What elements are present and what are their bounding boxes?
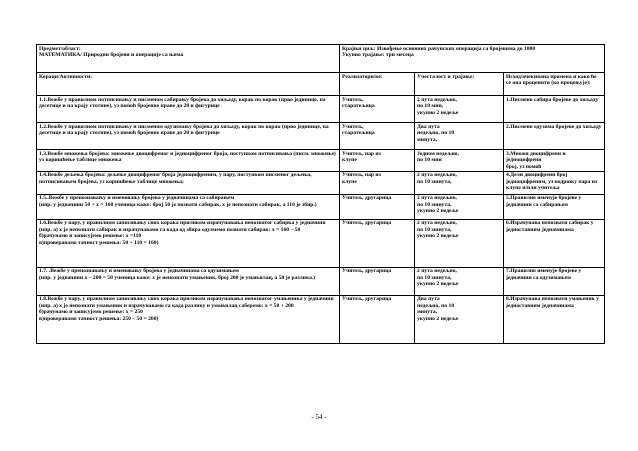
- outcome-cell: 1.Писмено сабира бројеве до хиљаду: [504, 96, 605, 123]
- frequency-cell: 2 пута недељно, по 10 минута, укупно 2 недеље: [415, 194, 504, 219]
- table-row: [37, 150, 605, 172]
- implementer-cell: Учитељ, старатељица: [340, 123, 415, 150]
- outcome-cell: 3.Множи двоцифрени и једноцифрени број, уз помоћ: [504, 150, 605, 172]
- implementer-cell: Учитељ, другарица: [340, 267, 415, 295]
- implementer-cell: Учитељ, пар из клупе: [340, 171, 415, 194]
- outcome-cell: 7.Правилно именује бројеве у једначини са одузимањем: [504, 267, 605, 295]
- step-cell: 1.1.Вежбе у правилном потписивању и писменом сабирању бројева до хиљаду, корак по корак (прво јединице, па десетице и на крају стотине), уз помоћ бројевне праве до 20 и фигурице: [37, 96, 340, 123]
- frequency-cell: Једном недељно, по 10 мин: [415, 150, 504, 172]
- column-header-outcomes: Исход/очекивана промена и како ће се она проценити (ко процењује):: [504, 73, 605, 96]
- table-row: [37, 219, 605, 267]
- frequency-cell: 2 пута недељно, по 10 минута,: [415, 171, 504, 194]
- implementer-cell: Учитељ, другарица: [340, 194, 415, 219]
- table-row: [37, 123, 605, 150]
- column-header-row: [37, 73, 605, 96]
- step-cell: 1.2.Вежбе у правилном потписивању и писменом одузимању бројева до хиљаду, корак по корак (прво јединице, па десетице и на крају стотине), уз помоћ бројевне праве до 20 и фигурице: [37, 123, 340, 150]
- step-cell: 1.7. .Вежбе у препознавању и именовању бројева у једначинама са одузимањем (нпр. у једначини х – 200 = 50 ученица каже: х је непознати умањеник, број 200 је умањилац, а 50 је разлика.): [37, 267, 340, 295]
- header-row: [37, 45, 605, 73]
- outcome-cell: 4.Дели двоцифрени број једноцифреним, уз подршку пара из клупе и/или учитеља: [504, 171, 605, 194]
- outcome-cell: 8.Израчунава непознати умањеник у једноставним једначинама: [504, 295, 605, 343]
- iop-plan-table: [36, 44, 605, 344]
- implementer-cell: Учитељ, пар из клупе: [340, 150, 415, 172]
- frequency-cell: 2 пута недељно, по 10 минута, укупно 2 недеље: [415, 219, 504, 267]
- frequency-cell: Два пута недељно, по 10 минута,: [415, 123, 504, 150]
- table-row: [37, 171, 605, 194]
- frequency-cell: 2 пута недељно, по 10 мин, укупно 2 недеље: [415, 96, 504, 123]
- step-cell: 1.6.Вежбе у пару, у правилном записивању свих корака приликом израчунавања непознатог сабирка у једначини (нпр. а) х је непознати сабирак и израчунавамо га када од збира одузмемо познати сабирак: х = 160 – 50 б)рачунамо и записујемо решење: х =110 в)проверавамо тачност решења: 50 + 110 = 160): [37, 219, 340, 267]
- table-row: [37, 194, 605, 219]
- step-cell: 1.3.Вежбе множења бројева: множење двоцифреног и једноцифреног броја, поступком потписивања (писм. множење) уз коришћење таблице множења: [37, 150, 340, 172]
- frequency-cell: 2 пута недељно, по 10 минута, укупно 2 недеље: [415, 267, 504, 295]
- frequency-cell: Два пута недељно, по 10 минута, укупно 2 недеље: [415, 295, 504, 343]
- column-header-implementers: Реализатори/ке:: [340, 73, 415, 96]
- subject-cell: Предмет/област: МАТЕМАТИКА/ Природни бројеви и операције са њима: [37, 45, 340, 73]
- implementer-cell: Учитељ, старатељица: [340, 96, 415, 123]
- outcome-cell: 6.Израчунава непознати сабирак у једноставним једначинама: [504, 219, 605, 267]
- table-row: [37, 295, 605, 343]
- step-cell: 1.4.Вежбе дељења бројева: дељење двоцифреног броја једноцифреним, у пару, поступком писменог дељења, потписивањем бројева, уз коришћење таблице множења;: [37, 171, 340, 194]
- outcome-cell: 5.Правилно именује бројеве у једначини са сабирањем: [504, 194, 605, 219]
- page-number: - 54 -: [311, 413, 327, 421]
- step-cell: 1.5..Вежбе у препознавању и именовању бројева у једначинама са сабирањем (нпр. у једначини 50 + х = 160 ученица каже: број 50 је познати сабирак, х је непознати сабирак, а 110 је збир.): [37, 194, 340, 219]
- step-cell: 1.8.Вежбе у пару, у правилном записивању свих корака приликом израчунавања непознатог умањеника у једначини (нпр. а) х је непознати умањеник и израчунавамо га када разлику и умањилац саберемо: х = 50 + 200 б)рачунамо и записујемо решење: х = 250 в)проверавамо тачност решења: 250 – 50 = 200): [37, 295, 340, 343]
- outcome-cell: 2.Писмено одузима бројеве до хиљаду: [504, 123, 605, 150]
- column-header-frequency: Учесталост и трајање:: [415, 73, 504, 96]
- goal-cell: Крајњи циљ: Извођење основних рачунских операција са бројевима до 1000 Укупно трајање: три месеца: [340, 45, 605, 73]
- implementer-cell: Учитељ, другарица: [340, 295, 415, 343]
- implementer-cell: Учитељ, другарица: [340, 219, 415, 267]
- column-header-steps: Кораци/Активности:: [37, 73, 340, 96]
- table-row: [37, 96, 605, 123]
- table-row: [37, 267, 605, 295]
